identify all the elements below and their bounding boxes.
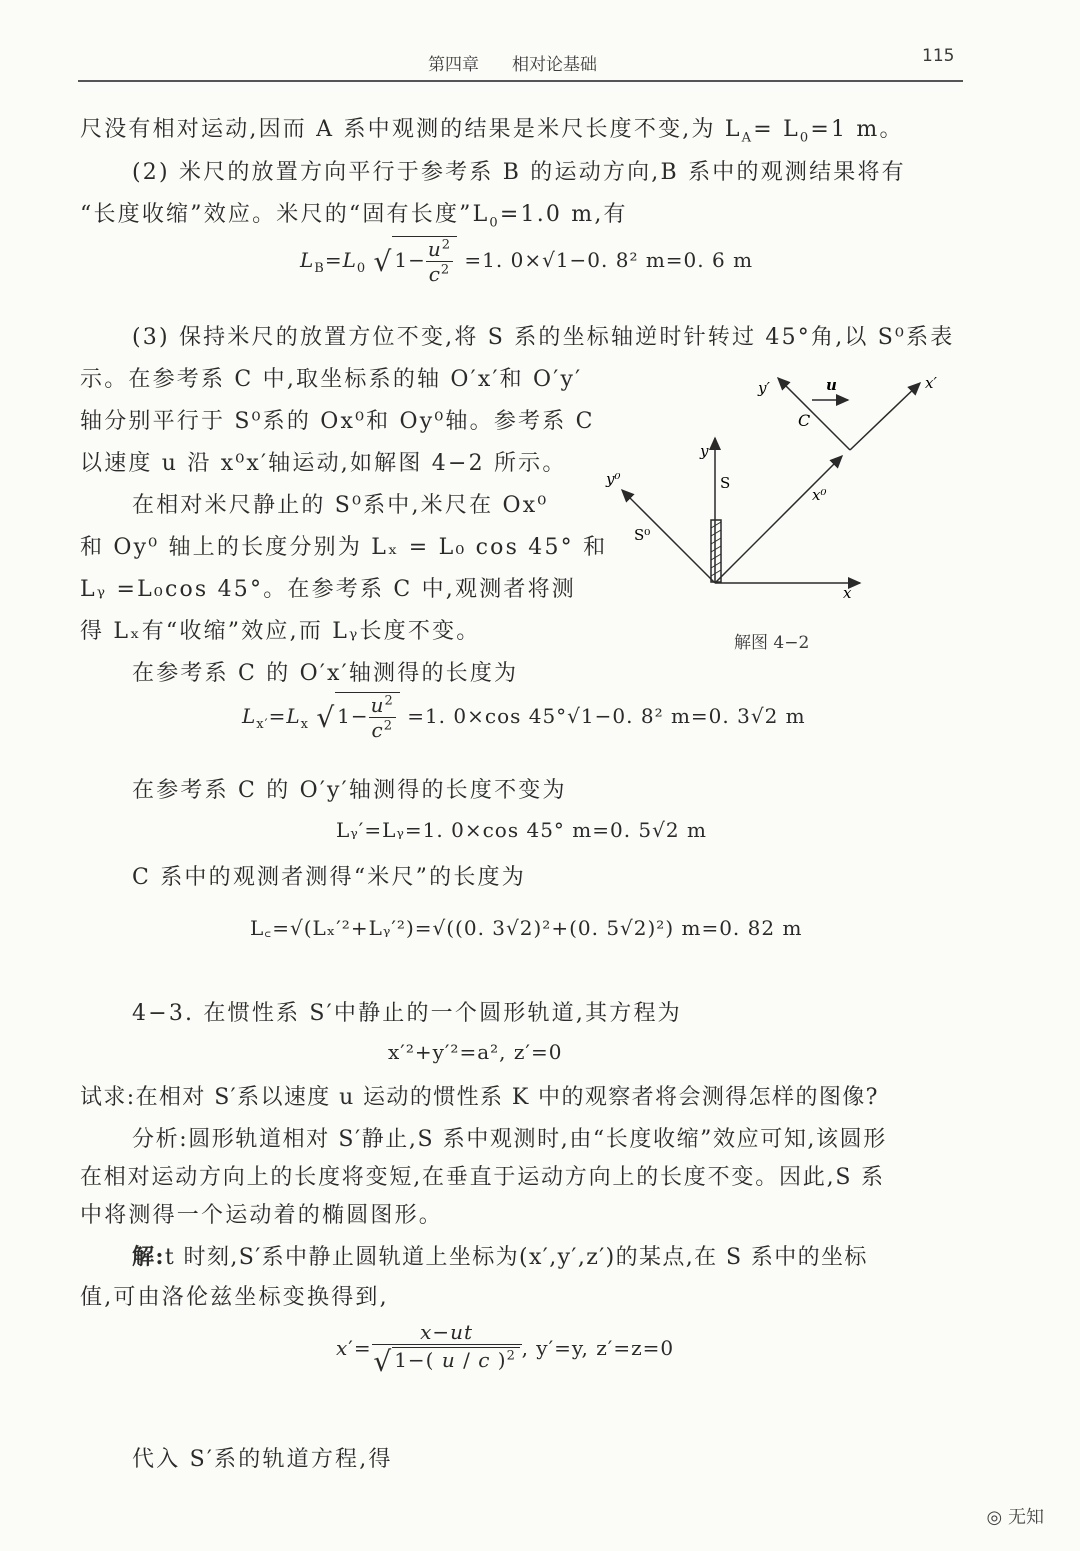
label-x-prime: x′: [925, 374, 937, 392]
label-S0: S⁰: [634, 526, 651, 544]
text-line-1: 尺没有相对运动,因而 A 系中观测的结果是米尺长度不变,为 $L_A= L_0=1$ m。: [80, 117, 904, 146]
text-line-21: 值,可由洛伦兹坐标变换得到,: [80, 1285, 389, 1310]
chapter-title: 相对论基础: [512, 55, 597, 75]
equation-lc: L꜀=√(Lₓ′²+Lᵧ′²)=√((0. 3√2)²+(0. 5√2)²) m=0. 82 m: [250, 916, 803, 940]
text-line-12: 在参考系 C 的 O′x′轴测得的长度为: [132, 661, 519, 686]
label-u: u: [826, 376, 837, 394]
text-line-17: 分析:圆形轨道相对 S′静止,S 系中观测时,由“长度收缩”效应可知,该圆形: [132, 1127, 887, 1152]
label-y: y: [700, 442, 709, 460]
equation-lx-prime: $L_{x'}=L_x$ √ 1− $\frac{u^2}{c^2}$ =1. 0×cos 45°√1−0. 8² m=0. 3√2 m: [242, 693, 806, 742]
label-y0: y⁰: [606, 470, 621, 488]
text-line-11: 得 Lₓ有“收缩”效应,而 Lᵧ长度不变。: [80, 619, 481, 644]
watermark: ◎ 无知: [986, 1507, 1044, 1528]
figure-caption: 解图 4−2: [734, 633, 810, 653]
text-line-8: 在相对米尺静止的 S⁰系中,米尺在 Ox⁰: [132, 493, 549, 518]
text-line-16: 试求:在相对 S′系以速度 u 运动的惯性系 K 中的观察者将会测得怎样的图像?: [80, 1085, 879, 1110]
text-line-9: 和 Oy⁰ 轴上的长度分别为 Lₓ = L₀ cos 45° 和: [80, 535, 608, 560]
header-rule: [78, 80, 963, 82]
label-y-prime: y′: [758, 379, 770, 397]
text-line-14: C 系中的观测者测得“米尺”的长度为: [132, 865, 526, 890]
text-line-15: 4−3. 在惯性系 S′中静止的一个圆形轨道,其方程为: [132, 1001, 682, 1026]
equation-circle: x′²+y′²=a², z′=0: [388, 1040, 563, 1064]
label-C: C: [798, 411, 811, 430]
chapter-label: 第四章: [428, 55, 479, 75]
label-x0: x⁰: [812, 486, 827, 504]
text-line-10: Lᵧ =L₀cos 45°。在参考系 C 中,观测者将测: [80, 577, 577, 602]
text-line-22: 代入 S′系的轨道方程,得: [132, 1447, 393, 1472]
equation-ly-prime: Lᵧ′=Lᵧ=1. 0×cos 45° m=0. 5√2 m: [336, 818, 707, 842]
text-line-18: 在相对运动方向上的长度将变短,在垂直于运动方向上的长度不变。因此,S 系: [80, 1165, 885, 1190]
label-S: S: [720, 474, 731, 492]
page-number: 115: [922, 46, 955, 66]
wechat-icon: ◎: [986, 1507, 1003, 1528]
label-x: x: [843, 584, 852, 602]
text-line-4: (3) 保持米尺的放置方位不变,将 S 系的坐标轴逆时针转过 45°角,以 S⁰系表: [132, 325, 955, 350]
equation-lorentz: x′= $\frac{x-ut}{√ 1-( u / c )^2}$ , y′=y, z′=z=0: [336, 1320, 675, 1378]
text-line-5: 示。在参考系 C 中,取坐标系的轴 O′x′和 O′y′: [80, 367, 583, 392]
text-line-13: 在参考系 C 的 O′y′轴测得的长度不变为: [132, 778, 567, 803]
figure-4-2: [600, 368, 960, 618]
text-line-20: 解:t 时刻,S′系中静止圆轨道上坐标为(x′,y′,z′)的某点,在 S 系中的坐标: [132, 1244, 868, 1270]
text-line-7: 以速度 u 沿 x⁰x′轴运动,如解图 4−2 所示。: [80, 451, 567, 476]
text-line-2: (2) 米尺的放置方向平行于参考系 B 的运动方向,B 系中的观测结果将有: [132, 160, 906, 185]
text-line-19: 中将测得一个运动着的椭圆图形。: [80, 1203, 444, 1228]
equation-lb: $L_B=L_0$ √ 1− $\frac{u^2}{c^2}$ =1. 0×√1−0. 8² m=0. 6 m: [300, 237, 754, 286]
text-line-6: 轴分别平行于 S⁰系的 Ox⁰和 Oy⁰轴。参考系 C: [80, 409, 595, 434]
text-line-3: “长度收缩”效应。米尺的“固有长度$”L_0=1.0$ m,有: [80, 202, 628, 231]
